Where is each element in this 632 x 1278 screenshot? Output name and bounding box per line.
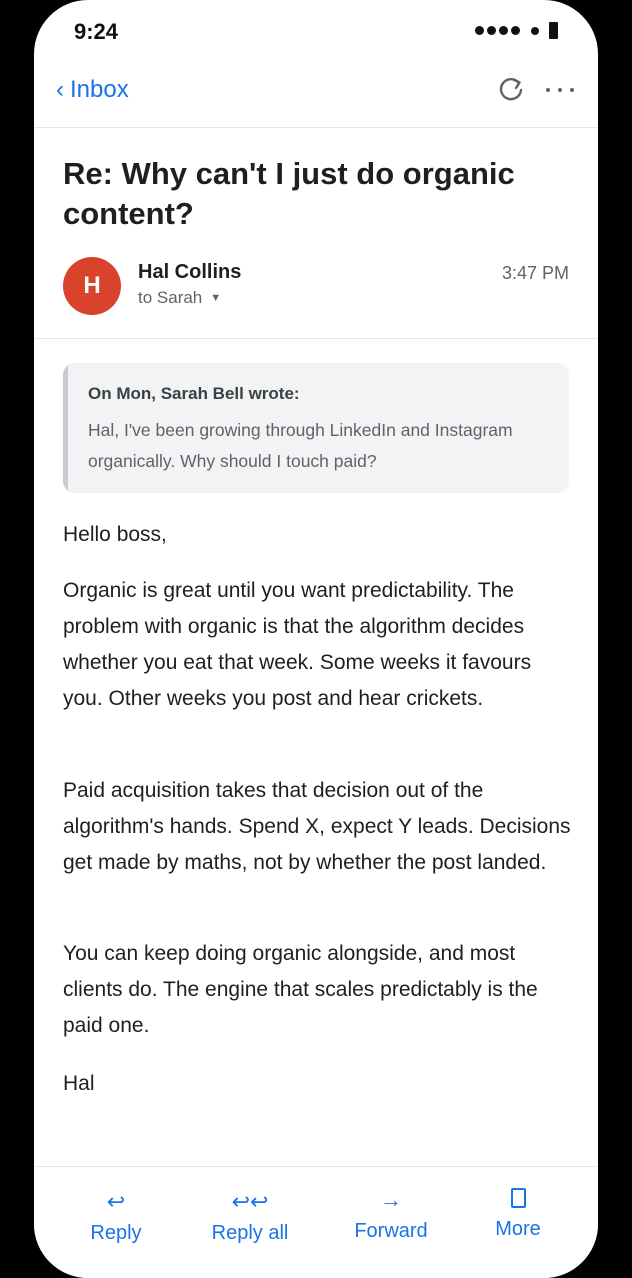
reply-all-icon: ↩↩ bbox=[231, 1189, 269, 1214]
bottom-toolbar bbox=[34, 1166, 598, 1278]
reply-all-button[interactable] bbox=[200, 1187, 300, 1247]
reply-all-label: Reply all bbox=[211, 1222, 289, 1244]
more-button[interactable] bbox=[480, 1183, 556, 1243]
back-label: Inbox bbox=[70, 76, 129, 103]
divider bbox=[34, 338, 598, 339]
status-bar bbox=[34, 0, 598, 62]
signal-icon bbox=[487, 26, 496, 35]
email-paragraph: Organic is great until you want predictability. The problem with organic is that the algorithm decides whether you eat that week. Some weeks it favours you. Other weeks you post and hear crickets. bbox=[63, 579, 532, 710]
status-time: 9:24 bbox=[74, 19, 119, 44]
forward-button[interactable] bbox=[346, 1185, 436, 1245]
quoted-header: On Mon, Sarah Bell wrote: bbox=[88, 384, 300, 403]
email-paragraph: You can keep doing organic alongside, and most clients do. The engine that scales predictably is the paid one. bbox=[63, 942, 538, 1037]
recipient-details-toggle[interactable] bbox=[138, 288, 221, 308]
quoted-text: Hal, I've been growing through LinkedIn and Instagram organically. Why should I touch paid? bbox=[88, 420, 513, 471]
more-label: More bbox=[495, 1218, 541, 1240]
quote-bar bbox=[63, 363, 68, 493]
back-button[interactable] bbox=[56, 74, 129, 106]
signal-icon bbox=[499, 26, 508, 35]
reply-button[interactable] bbox=[74, 1187, 158, 1247]
email-paragraph: Paid acquisition takes that decision out of the algorithm's hands. Spend X, expect Y leads. Decisions get made by maths, not by whether the post landed. bbox=[63, 779, 571, 874]
sender-name[interactable]: Hal Collins bbox=[138, 261, 242, 283]
caret-down-icon: ▼ bbox=[210, 292, 222, 304]
refresh-icon[interactable] bbox=[496, 73, 526, 107]
signal-icon bbox=[475, 26, 484, 35]
email-greeting: Hello boss, bbox=[63, 523, 167, 546]
reply-label: Reply bbox=[90, 1222, 142, 1244]
forward-label: Forward bbox=[354, 1220, 428, 1242]
nav-bar bbox=[34, 62, 598, 128]
email-signature: Hal bbox=[63, 1072, 95, 1095]
sent-time: 3:47 PM bbox=[501, 263, 569, 283]
chevron-left-icon: ‹ bbox=[56, 76, 64, 103]
reply-icon: ↩ bbox=[106, 1189, 126, 1214]
phone-screen bbox=[34, 0, 598, 1278]
status-icons bbox=[475, 22, 558, 39]
recipient-label: to Sarah bbox=[138, 288, 203, 307]
email-subject: Re: Why can't I just do organic content? bbox=[63, 156, 515, 231]
wifi-icon bbox=[531, 27, 539, 35]
battery-icon bbox=[549, 22, 558, 39]
forward-icon: → bbox=[380, 1187, 402, 1212]
quoted-message bbox=[63, 363, 569, 493]
avatar[interactable]: H bbox=[63, 257, 121, 315]
signal-icon bbox=[511, 26, 520, 35]
more-icon bbox=[480, 1183, 556, 1213]
more-horizontal-icon[interactable] bbox=[546, 86, 574, 94]
